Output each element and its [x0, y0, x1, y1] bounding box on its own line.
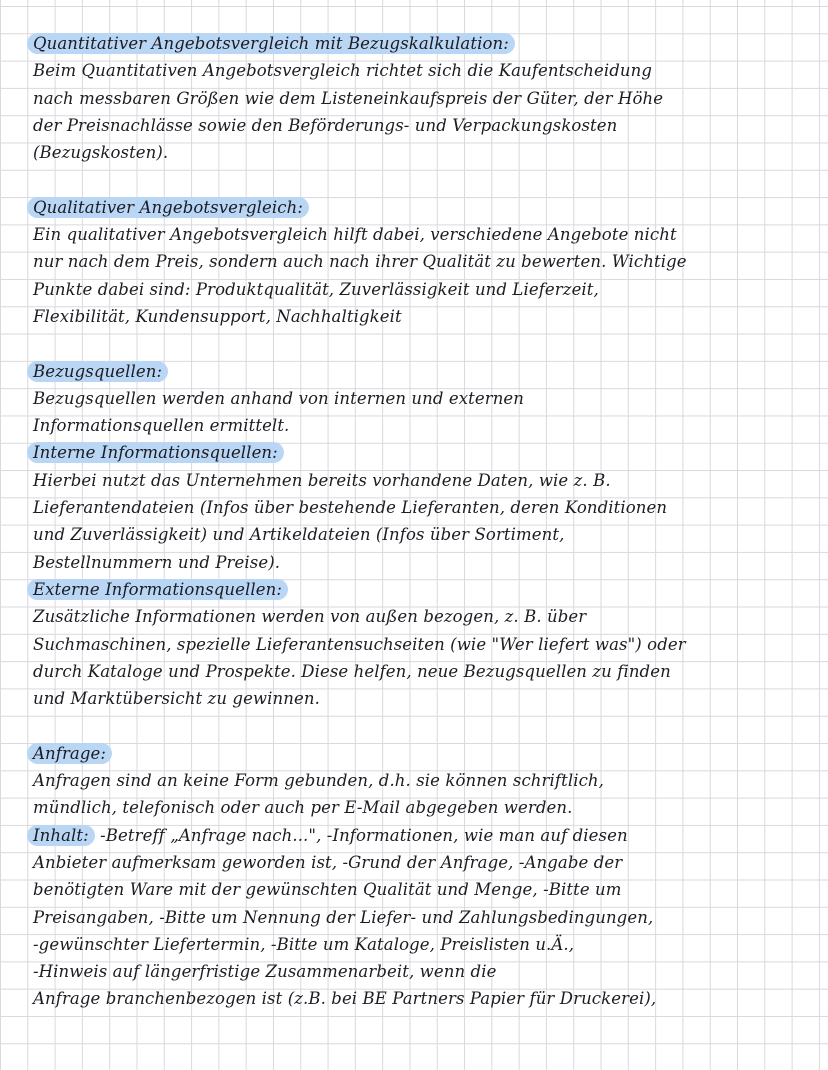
section-quantitativ — [33, 30, 813, 166]
text-line: Anbieter aufmerksam geworden ist, -Grund der Anfrage, -Angabe der — [33, 852, 623, 872]
text-line: durch Kataloge und Prospekte. Diese helfen, neue Bezugsquellen zu finden — [33, 661, 671, 681]
section-heading: Qualitativer Angebotsvergleich: — [27, 197, 309, 218]
section-heading: Anfrage: — [27, 743, 112, 764]
text-line: Lieferantendateien (Infos über bestehende Lieferanten, deren Konditionen — [33, 498, 668, 518]
text-line: Suchmaschinen, spezielle Lieferantensuchseiten (wie "Wer liefert was") oder — [33, 634, 686, 654]
text-line: und Zuverlässigkeit) und Artikeldateien (Infos über Sortiment, — [33, 525, 565, 545]
section-anfrage — [33, 740, 813, 1013]
inhalt-line — [33, 822, 813, 849]
text-line: nur nach dem Preis, sondern auch nach ihrer Qualität zu bewerten. Wichtige — [33, 252, 687, 272]
text-line: Informationsquellen ermittelt. — [33, 416, 290, 436]
inhalt-label: Inhalt: — [27, 825, 95, 846]
subsection-heading: Interne Informationsquellen: — [27, 442, 284, 463]
notes-page — [33, 30, 813, 1013]
text-line: benötigten Ware mit der gewünschten Qualität und Menge, -Bitte um — [33, 880, 622, 900]
text-line: Anfragen sind an keine Form gebunden, d.h. sie können schriftlich, — [33, 771, 604, 791]
text-line: Bestellnummern und Preise). — [33, 552, 281, 572]
text-line: Preisangaben, -Bitte um Nennung der Liefer- und Zahlungsbedingungen, — [33, 907, 654, 927]
text-line: Bezugsquellen werden anhand von internen und externen — [33, 388, 525, 408]
text-line: Flexibilität, Kundensupport, Nachhaltigkeit — [33, 306, 402, 326]
inhalt-text: -Betreff „Anfrage nach...", -Informationen, wie man auf diesen — [94, 825, 628, 845]
text-line: mündlich, telefonisch oder auch per E-Mail abgegeben werden. — [33, 798, 573, 818]
text-line: Punkte dabei sind: Produktqualität, Zuverlässigkeit und Lieferzeit, — [33, 279, 599, 299]
section-heading: Bezugsquellen: — [27, 361, 168, 382]
text-line: und Marktübersicht zu gewinnen. — [33, 689, 320, 709]
text-line: Ein qualitativer Angebotsvergleich hilft dabei, verschiedene Angebote nicht — [33, 225, 677, 245]
text-line: Zusätzliche Informationen werden von außen bezogen, z. B. über — [33, 607, 587, 627]
text-line: (Bezugskosten). — [33, 143, 169, 163]
text-line: -Hinweis auf längerfristige Zusammenarbeit, wenn die — [33, 962, 497, 982]
text-line: Anfrage branchenbezogen ist (z.B. bei BE Partners Papier für Druckerei), — [33, 989, 657, 1009]
spacer — [33, 166, 813, 193]
subsection-heading: Externe Informationsquellen: — [27, 579, 288, 600]
spacer — [33, 330, 813, 357]
section-bezugsquellen — [33, 358, 813, 713]
text-line: Hierbei nutzt das Unternehmen bereits vorhandene Daten, wie z. B. — [33, 470, 611, 490]
text-line: -gewünschter Liefertermin, -Bitte um Kataloge, Preislisten u.Ä., — [33, 934, 575, 954]
text-line: der Preisnachlässe sowie den Beförderungs- und Verpackungskosten — [33, 115, 618, 135]
text-line: Beim Quantitativen Angebotsvergleich richtet sich die Kaufentscheidung — [33, 61, 653, 81]
text-line: nach messbaren Größen wie dem Listeneinkaufspreis der Güter, der Höhe — [33, 88, 664, 108]
section-heading: Quantitativer Angebotsvergleich mit Bezugskalkulation: — [27, 33, 515, 54]
spacer — [33, 712, 813, 739]
section-qualitativ — [33, 194, 813, 330]
